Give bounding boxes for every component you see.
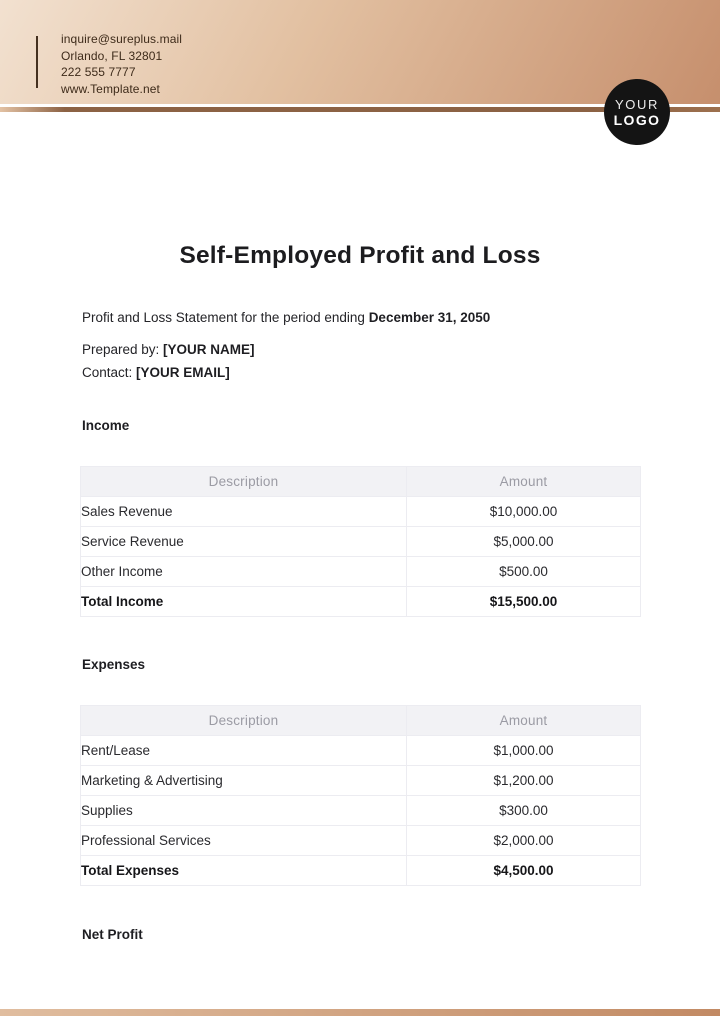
table-header-row: [81, 467, 641, 497]
footer-accent-bar: [0, 1009, 720, 1016]
expenses-heading: Expenses: [82, 657, 146, 672]
contact-line: [82, 364, 230, 381]
amount-cell: $300.00: [407, 796, 641, 826]
table-row: [81, 796, 641, 826]
net-profit-heading: Net Profit: [82, 927, 143, 942]
amount-column-header: Amount: [407, 467, 641, 497]
logo-text-your: YOUR: [615, 96, 659, 112]
page-title: Self-Employed Profit and Loss: [179, 242, 541, 269]
description-cell: Service Revenue: [81, 527, 407, 557]
contact-email: inquire@sureplus.mail: [61, 32, 182, 46]
contact-label: Contact:: [82, 365, 137, 380]
description-column-header: Description: [81, 467, 407, 497]
contact-phone: 222 555 7777: [61, 65, 136, 79]
description-cell: Supplies: [81, 796, 407, 826]
income-heading: Income: [82, 418, 130, 433]
amount-cell: $1,200.00: [407, 766, 641, 796]
table-row: [81, 766, 641, 796]
table-row: [81, 587, 641, 617]
table-row: [81, 527, 641, 557]
prepared-by-label: Prepared by:: [82, 342, 164, 357]
contact-value: [YOUR EMAIL]: [136, 365, 230, 380]
table-header-row: [81, 706, 641, 736]
contact-divider-line: [36, 36, 38, 88]
table-row: [81, 557, 641, 587]
description-column-header: Description: [81, 706, 407, 736]
description-cell: Sales Revenue: [81, 497, 407, 527]
company-logo: [604, 79, 670, 145]
table-row: [81, 736, 641, 766]
amount-cell: $10,000.00: [407, 497, 641, 527]
amount-cell: $1,000.00: [407, 736, 641, 766]
logo-text-logo: LOGO: [613, 111, 661, 128]
description-cell: Professional Services: [81, 826, 407, 856]
expenses-table: [80, 705, 641, 886]
description-cell: Total Expenses: [81, 856, 407, 886]
table-row: [81, 826, 641, 856]
description-cell: Marketing & Advertising: [81, 766, 407, 796]
description-cell: Total Income: [81, 587, 407, 617]
amount-cell: $4,500.00: [407, 856, 641, 886]
contact-website: www.Template.net: [61, 81, 160, 96]
prepared-by-value: [YOUR NAME]: [163, 342, 255, 357]
income-table: [80, 466, 641, 617]
contact-block: [61, 31, 182, 97]
amount-cell: $2,000.00: [407, 826, 641, 856]
amount-column-header: Amount: [407, 706, 641, 736]
contact-address: Orlando, FL 32801: [61, 48, 163, 63]
period-label: Profit and Loss Statement for the period ending: [82, 310, 369, 325]
description-cell: Other Income: [81, 557, 407, 587]
description-cell: Rent/Lease: [81, 736, 407, 766]
table-row: [81, 856, 641, 886]
amount-cell: $500.00: [407, 557, 641, 587]
prepared-by-line: [82, 341, 255, 358]
amount-cell: $5,000.00: [407, 527, 641, 557]
period-line: [82, 309, 490, 326]
amount-cell: $15,500.00: [407, 587, 641, 617]
period-value: December 31, 2050: [368, 310, 491, 325]
table-row: [81, 497, 641, 527]
